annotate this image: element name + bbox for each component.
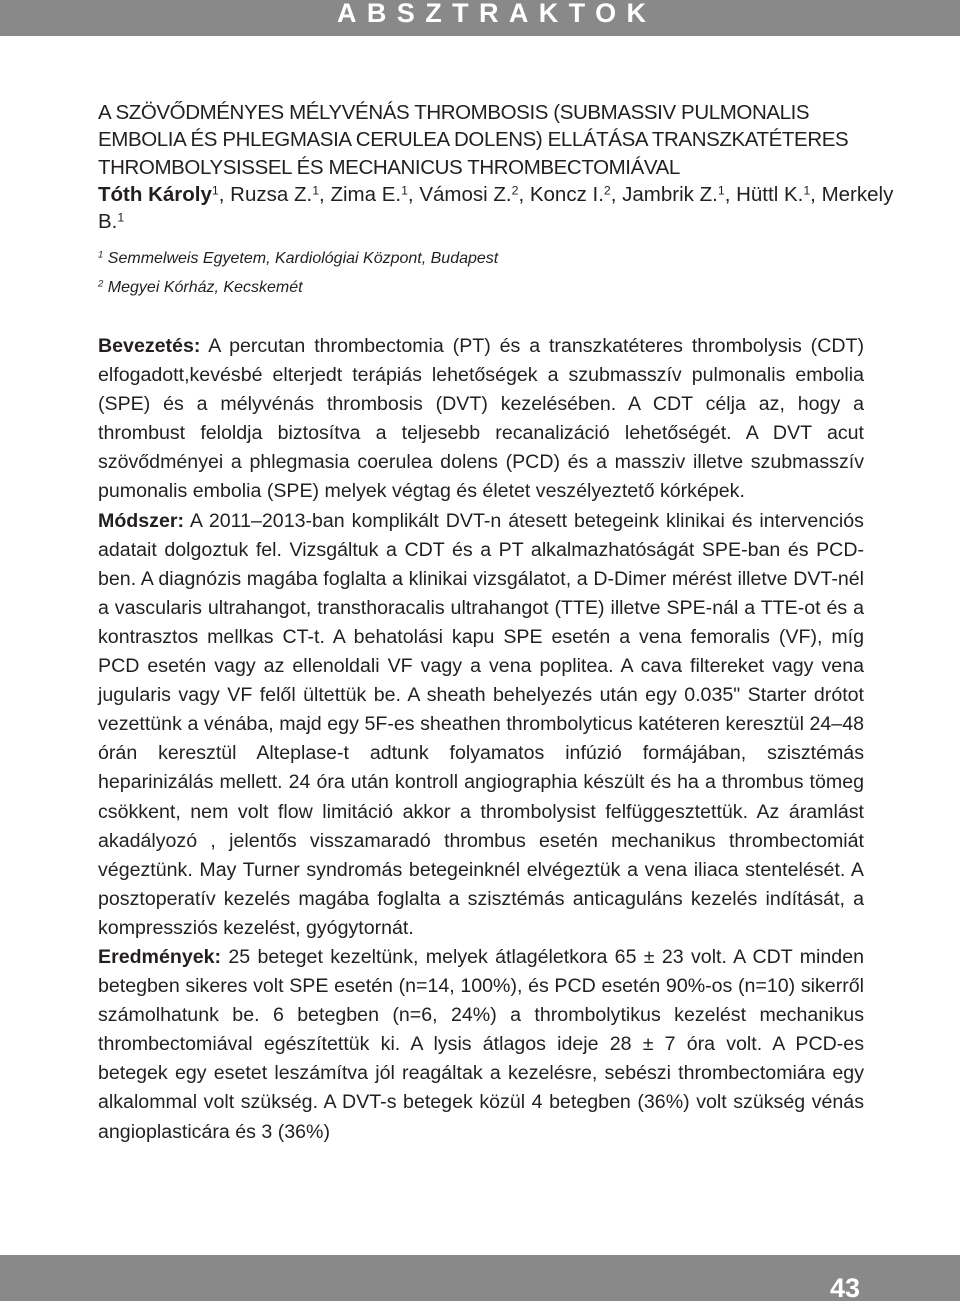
affiliation: [98, 278, 798, 298]
affiliation-text: Semmelweis Egyetem, Kardiológiai Központ, Budapest: [107, 250, 499, 267]
footer-bar: [0, 1255, 960, 1301]
abstract-title: A SZÖVŐDMÉNYES MÉLYVÉNÁS THROMBOSIS (SUBMASSIV PULMONALIS EMBOLIA ÉS PHLEGMASIA CERULEA DOLENS) ELLÁTÁSA TRANSZKATÉTERES THROMBOLYSISSEL ÉS MECHANICUS THROMBECTOMIÁVAL: [98, 101, 849, 179]
author-affiliation-ref: 1: [211, 183, 219, 198]
section-heading: Módszer:: [98, 509, 185, 532]
author: Vámosi Z.$^2$,: [419, 182, 530, 206]
author-name: Merkely B.: [98, 182, 894, 234]
section-heading: Eredmények:: [98, 945, 222, 968]
abstract-header: [98, 99, 898, 235]
section-heading: Bevezetés:: [98, 335, 201, 357]
author: Jambrik Z.$^1$,: [622, 182, 737, 206]
section-banner: [0, 0, 960, 36]
author-name: Vámosi Z.: [419, 182, 512, 206]
section-text: A 2011–2013-ban komplikált DVT-n átesett betegeink klinikai és intervenciós adatait dolgoztuk fel. Vizsgáltuk a CDT és a PT alkalmazhatóságát SPE-ban és PCD-ben. A diagnózis magába foglalta a klinikai vizsgálatot, a D-Dimer mérést illetve DVT-nél a vascularis ultrahangot, transthoracalis ultrahangot (TTE) illetve SPE-nál a TTE-ot és a kontrasztos mellkas CT-t. A behatolási kapu SPE esetén a vena femoralis (VF), míg PCD esetén vagy az ellenoldali VF vagy a vena poplitea. A cava filtereket vagy vena jugularis vagy VF felől ültettük be. A sheath behelyezés után egy 0.035" Starter drótot vezettünk a vénába, majd egy 5F-es sheathen thrombolyticus katéteren keresztül 24–48 órán keresztül Alteplase-t adtunk folyamatos infúzió formájában, szisztémás heparinizálás mellett. 24 óra után kontroll angiographia készült és ha a thrombus tömeg csökkent, nem volt flow limitáció akkor a thrombolysist felfüggesztettük. Az áramlást akadályozó , jelentős visszamaradó thrombus esetén mechanikus thrombectomiát végeztünk. May Turner syndromás betegeinknél elvégeztük a vena iliaca stentelését. A posztoperatív kezelés magába foglalta a szisztémás anticaguláns kezelés indítását, a kompressziós kezelést, gyógytornát.: [98, 509, 864, 939]
author-affiliation-ref: 2: [511, 183, 519, 198]
author-affiliation-ref: 2: [603, 183, 611, 198]
author-name: Koncz I.: [529, 182, 604, 206]
section-text: A percutan thrombectomia (PT) és a transzkatéteres thrombolysis (CDT) elfogadott,kevésbé elterjedt terápiás lehetőségek a szubmasszív pulmonalis embolia (SPE) és a mélyvénás thrombosis (DVT) kezelésében. A CDT célja az, hogy a thrombust feloldja biztosítva a teljesebb recanalizáció lehetőségét. A DVT acut szövődményei a phlegmasia coerulea dolens (PCD) és a massziv illetve szubmasszív pumonalis embolia (SPE) melyek végtag és életet veszélyeztető kórképek.: [98, 335, 864, 503]
abstract-body: [98, 332, 864, 1147]
section-results: [98, 943, 864, 1147]
author: Zima E.$^1$,: [330, 182, 420, 206]
affiliation-text: Megyei Kórház, Kecskemét: [107, 279, 303, 296]
author-affiliation-ref: 1: [803, 183, 811, 198]
author-name: Hüttl K.: [736, 182, 804, 206]
author-affiliation-ref: 1: [401, 183, 408, 198]
section-title: ABSZTRAKTOK: [337, 0, 657, 28]
author: Koncz I.$^2$,: [529, 182, 623, 206]
page-number: 43: [829, 1273, 860, 1303]
section-methods: [98, 507, 864, 943]
affiliation-number: 2: [98, 278, 104, 290]
author: Tóth Károly$^1$,: [98, 182, 231, 206]
author-name: Jambrik Z.: [622, 182, 718, 206]
author-list: [98, 181, 898, 236]
author: Ruzsa Z.$^1$,: [230, 182, 331, 206]
author: Hüttl K.$^1$,: [736, 182, 822, 206]
affiliation: [98, 249, 798, 269]
section-text: 25 beteget kezeltünk, melyek átlagéletkora 65 ± 23 volt. A CDT minden betegben sikeres volt SPE esetén (n=14, 100%), és PCD esetén 90%-os (n=10) sikerről számolhatunk be. 6 betegben (n=6, 24%) a thrombolytikus kezelést mechanikus thrombectomiával egészítettük ki. A lysis átlagos ideje 28 ± 7 óra volt. A PCD-es betegek egy esetet leszámítva jól reagáltak a kezelésre, sebészi thrombectomiára egy alkalommal volt szükség. A DVT-s betegek közül 4 betegben (36%) volt szükség vénás angioplasticára és 3 (36%): [98, 945, 864, 1143]
author-affiliation-ref: 1: [717, 183, 725, 198]
author-name: Tóth Károly: [98, 182, 212, 206]
author-name: Zima E.: [330, 182, 402, 206]
author-name: Ruzsa Z.: [230, 182, 313, 206]
author-affiliation-ref: 1: [117, 210, 125, 225]
author-affiliation-ref: 1: [312, 183, 320, 198]
section-introduction: [98, 332, 864, 507]
affiliation-number: 1: [98, 249, 104, 261]
